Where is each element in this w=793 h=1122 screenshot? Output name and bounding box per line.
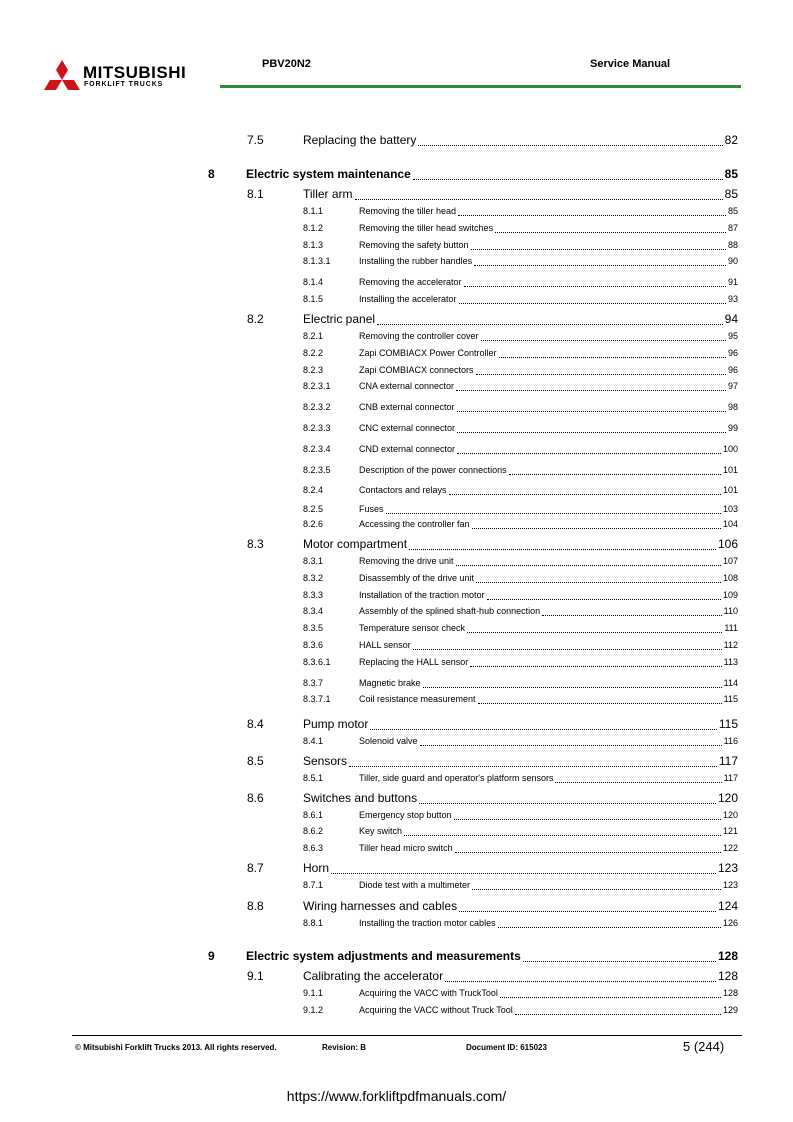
toc-entry-number: 8.6.1 <box>303 810 324 820</box>
toc-leader-dots <box>499 357 726 358</box>
toc-entry-title: Installing the accelerator <box>359 294 457 304</box>
toc-entry-title: Removing the safety button <box>359 240 469 250</box>
toc-entry-title: Electric system maintenance <box>246 167 411 181</box>
toc-entry[interactable] <box>0 736 793 748</box>
toc-entry-page: 111 <box>724 623 738 633</box>
toc-leader-dots <box>423 687 722 688</box>
toc-leader-dots <box>409 549 716 550</box>
toc-entry[interactable] <box>0 810 793 822</box>
toc-entry-page: 106 <box>717 537 738 551</box>
toc-entry-number: 8.3.2 <box>303 573 324 583</box>
toc-entry-number: 8 <box>208 167 215 181</box>
toc-entry-title: Electric system adjustments and measurements <box>246 949 521 963</box>
toc-entry-number: 8.8 <box>247 899 264 913</box>
toc-entry[interactable] <box>0 678 793 690</box>
toc-entry[interactable] <box>0 826 793 838</box>
toc-entry-title: Removing the accelerator <box>359 277 462 287</box>
toc-entry[interactable] <box>0 694 793 706</box>
toc-entry-number: 8.7 <box>247 861 264 875</box>
toc-entry-title: Contactors and relays <box>359 485 447 495</box>
toc-entry-number: 8.8.1 <box>303 918 324 928</box>
toc-leader-dots <box>498 927 721 928</box>
toc-entry-page: 82 <box>724 133 738 147</box>
toc-leader-dots <box>456 390 726 391</box>
toc-entry-page: 120 <box>722 810 738 820</box>
toc-entry-number: 8.4 <box>247 717 264 731</box>
toc-leader-dots <box>555 782 722 783</box>
toc-entry[interactable] <box>0 256 793 268</box>
toc-leader-dots <box>474 265 726 266</box>
toc-entry[interactable] <box>0 657 793 669</box>
toc-entry[interactable] <box>0 791 793 807</box>
toc-entry-page: 91 <box>727 277 738 287</box>
toc-leader-dots <box>495 232 726 233</box>
toc-entry-page: 98 <box>727 402 738 412</box>
toc-entry-title: Solenoid valve <box>359 736 418 746</box>
toc-entry[interactable] <box>0 623 793 635</box>
toc-entry-title: Installing the rubber handles <box>359 256 473 266</box>
toc-entry[interactable] <box>0 444 793 456</box>
toc-leader-dots <box>471 249 726 250</box>
toc-entry-page: 97 <box>727 381 738 391</box>
toc-entry-title: Removing the drive unit <box>359 556 454 566</box>
toc-entry-title: Emergency stop button <box>359 810 452 820</box>
footer-document-id: Document ID: 615023 <box>466 1043 547 1052</box>
toc-entry-page: 85 <box>727 206 738 216</box>
toc-leader-dots <box>472 528 721 529</box>
toc-entry-page: 115 <box>718 717 738 731</box>
toc-entry-page: 107 <box>722 556 738 566</box>
toc-entry-title: Temperature sensor check <box>359 623 466 633</box>
toc-leader-dots <box>377 324 723 325</box>
toc-entry-title: Assembly of the splined shaft-hub connection <box>359 606 541 616</box>
toc-entry-number: 9.1 <box>247 969 264 983</box>
toc-entry[interactable] <box>0 717 793 733</box>
toc-entry[interactable] <box>0 167 793 183</box>
toc-entry-title: Coil resistance measurement <box>359 694 476 704</box>
toc-leader-dots <box>542 615 722 616</box>
toc-entry-number: 8.2 <box>247 312 264 326</box>
toc-leader-dots <box>459 911 716 912</box>
toc-entry-number: 8.3.6 <box>303 640 324 650</box>
toc-entry-number: 8.3.7.1 <box>303 694 331 704</box>
toc-leader-dots <box>478 703 722 704</box>
toc-leader-dots <box>413 179 723 180</box>
toc-entry-number: 8.3.6.1 <box>303 657 331 667</box>
toc-leader-dots <box>331 873 716 874</box>
toc-entry[interactable] <box>0 899 793 915</box>
toc-entry[interactable] <box>0 573 793 585</box>
toc-entry-number: 8.7.1 <box>303 880 324 890</box>
toc-entry[interactable] <box>0 294 793 306</box>
toc-leader-dots <box>464 286 726 287</box>
toc-entry-number: 8.2.5 <box>303 504 324 514</box>
toc-entry-number: 8.4.1 <box>303 736 324 746</box>
footer-divider <box>72 1035 742 1036</box>
toc-entry-page: 122 <box>722 843 738 853</box>
toc-leader-dots <box>457 453 721 454</box>
toc-entry-page: 110 <box>723 606 738 616</box>
footer-page-number: 5 (244) <box>683 1039 725 1054</box>
toc-entry-number: 8.2.2 <box>303 348 324 358</box>
toc-entry-title: HALL sensor <box>359 640 411 650</box>
toc-entry-page: 121 <box>722 826 738 836</box>
toc-leader-dots <box>509 474 721 475</box>
toc-entry-title: CNB external connector <box>359 402 455 412</box>
toc-entry-number: 8.2.3.3 <box>303 423 331 433</box>
toc-leader-dots <box>420 745 722 746</box>
toc-entry-title: Wiring harnesses and cables <box>303 899 458 913</box>
toc-entry-number: 8.5 <box>247 754 264 768</box>
toc-leader-dots <box>355 199 723 200</box>
toc-entry[interactable] <box>0 465 793 477</box>
toc-entry-title: Replacing the HALL sensor <box>359 657 469 667</box>
toc-entry-title: Description of the power connections <box>359 465 507 475</box>
toc-leader-dots <box>455 852 721 853</box>
toc-entry-page: 108 <box>722 573 738 583</box>
toc-entry[interactable] <box>0 133 793 149</box>
toc-entry[interactable] <box>0 223 793 235</box>
toc-entry[interactable] <box>0 918 793 930</box>
document-type: Service Manual <box>590 58 671 70</box>
toc-entry-number: 8.5.1 <box>303 773 324 783</box>
toc-entry-number: 8.2.3.1 <box>303 381 331 391</box>
toc-entry-number: 8.3.4 <box>303 606 324 616</box>
toc-leader-dots <box>458 215 726 216</box>
toc-entry-page: 99 <box>727 423 738 433</box>
toc-entry-title: Replacing the battery <box>303 133 417 147</box>
toc-entry-title: Switches and buttons <box>303 791 418 805</box>
toc-entry-title: Removing the tiller head switches <box>359 223 494 233</box>
toc-entry[interactable] <box>0 988 793 1000</box>
toc-entry-title: Horn <box>303 861 330 875</box>
toc-entry[interactable] <box>0 331 793 343</box>
toc-entry-title: Calibrating the accelerator <box>303 969 444 983</box>
toc-entry-title: Sensors <box>303 754 348 768</box>
toc-entry-title: Magnetic brake <box>359 678 421 688</box>
toc-entry[interactable] <box>0 1005 793 1017</box>
toc-entry[interactable] <box>0 485 793 497</box>
toc-entry-page: 94 <box>724 312 738 326</box>
toc-entry-title: Removing the tiller head <box>359 206 457 216</box>
toc-entry-title: Zapi COMBIACX connectors <box>359 365 474 375</box>
toc-entry-page: 123 <box>717 861 738 875</box>
toc-entry-title: CND external connector <box>359 444 456 454</box>
toc-entry[interactable] <box>0 843 793 855</box>
toc-entry[interactable] <box>0 187 793 203</box>
toc-entry-page: 93 <box>727 294 738 304</box>
toc-entry-number: 8.1.4 <box>303 277 324 287</box>
toc-leader-dots <box>386 513 721 514</box>
toc-entry-title: Key switch <box>359 826 403 836</box>
toc-entry-number: 8.1 <box>247 187 264 201</box>
toc-entry-title: Tiller arm <box>303 187 353 201</box>
toc-entry-page: 109 <box>722 590 738 600</box>
toc-entry-page: 120 <box>717 791 738 805</box>
toc-entry-title: Pump motor <box>303 717 369 731</box>
toc-entry-number: 8.2.1 <box>303 331 324 341</box>
toc-entry-number: 8.2.6 <box>303 519 324 529</box>
toc-entry-number: 8.2.4 <box>303 485 324 495</box>
toc-leader-dots <box>418 145 723 146</box>
toc-entry-number: 8.3 <box>247 537 264 551</box>
toc-entry[interactable] <box>0 949 793 965</box>
toc-entry-page: 101 <box>722 485 738 495</box>
toc-entry[interactable] <box>0 640 793 652</box>
toc-leader-dots <box>457 432 726 433</box>
toc-entry[interactable] <box>0 754 793 770</box>
toc-leader-dots <box>476 374 726 375</box>
toc-entry-title: Tiller head micro switch <box>359 843 453 853</box>
toc-entry-title: Electric panel <box>303 312 376 326</box>
toc-entry-page: 124 <box>717 899 738 913</box>
toc-entry-number: 8.1.5 <box>303 294 324 304</box>
toc-leader-dots <box>487 599 721 600</box>
toc-entry[interactable] <box>0 381 793 393</box>
toc-entry-number: 8.6.3 <box>303 843 324 853</box>
toc-leader-dots <box>523 961 716 962</box>
toc-entry-page: 115 <box>723 694 738 704</box>
toc-entry-title: Installing the traction motor cables <box>359 918 496 928</box>
toc-entry-number: 8.2.3.4 <box>303 444 331 454</box>
toc-leader-dots <box>472 889 721 890</box>
toc-entry-number: 9.1.1 <box>303 988 324 998</box>
toc-entry[interactable] <box>0 773 793 785</box>
toc-entry-title: Acquiring the VACC with TruckTool <box>359 988 498 998</box>
toc-entry-page: 112 <box>723 640 738 650</box>
toc-leader-dots <box>467 632 722 633</box>
toc-entry-number: 8.3.7 <box>303 678 324 688</box>
toc-entry[interactable] <box>0 861 793 877</box>
toc-entry-title: Zapi COMBIACX Power Controller <box>359 348 497 358</box>
brand-subtitle: FORKLIFT TRUCKS <box>84 81 164 88</box>
toc-entry-page: 129 <box>722 1005 738 1015</box>
toc-entry-page: 123 <box>722 880 738 890</box>
toc-entry-number: 8.6.2 <box>303 826 324 836</box>
toc-entry-page: 90 <box>727 256 738 266</box>
toc-entry-title: Motor compartment <box>303 537 408 551</box>
toc-leader-dots <box>481 340 726 341</box>
toc-entry[interactable] <box>0 519 793 531</box>
toc-entry-number: 9 <box>208 949 215 963</box>
toc-leader-dots <box>404 835 721 836</box>
toc-entry-title: Diode test with a multimeter <box>359 880 471 890</box>
footer-copyright: © Mitsubishi Forklift Trucks 2013. All rights reserved. <box>75 1043 277 1052</box>
toc-entry[interactable] <box>0 606 793 618</box>
toc-entry-number: 8.1.3 <box>303 240 324 250</box>
toc-entry-page: 117 <box>723 773 738 783</box>
toc-leader-dots <box>449 494 721 495</box>
toc-entry[interactable] <box>0 556 793 568</box>
toc-entry-title: Removing the controller cover <box>359 331 479 341</box>
toc-entry-number: 8.3.1 <box>303 556 324 566</box>
toc-entry-page: 104 <box>722 519 738 529</box>
toc-leader-dots <box>370 729 717 730</box>
toc-entry-number: 8.2.3.2 <box>303 402 331 412</box>
toc-leader-dots <box>500 997 721 998</box>
toc-entry[interactable] <box>0 312 793 328</box>
toc-entry-title: Fuses <box>359 504 384 514</box>
toc-entry-title: Installation of the traction motor <box>359 590 485 600</box>
toc-entry-number: 8.1.2 <box>303 223 324 233</box>
toc-entry-page: 101 <box>722 465 738 475</box>
toc-entry-page: 103 <box>722 504 738 514</box>
toc-entry-number: 8.1.3.1 <box>303 256 331 266</box>
toc-leader-dots <box>349 766 717 767</box>
toc-entry-page: 113 <box>723 657 738 667</box>
toc-entry-number: 8.3.5 <box>303 623 324 633</box>
toc-entry-page: 95 <box>727 331 738 341</box>
footer-revision: Revision: B <box>322 1043 367 1052</box>
toc-entry[interactable] <box>0 402 793 414</box>
toc-entry-number: 8.6 <box>247 791 264 805</box>
toc-entry-page: 96 <box>727 365 738 375</box>
toc-entry-number: 7.5 <box>247 133 264 147</box>
toc-leader-dots <box>515 1014 721 1015</box>
toc-leader-dots <box>413 649 722 650</box>
toc-leader-dots <box>456 565 721 566</box>
toc-entry[interactable] <box>0 240 793 252</box>
brand-name: MITSUBISHI <box>83 63 187 82</box>
toc-entry-title: Accessing the controller fan <box>359 519 470 529</box>
toc-entry[interactable] <box>0 590 793 602</box>
toc-entry[interactable] <box>0 365 793 377</box>
toc-entry-page: 128 <box>717 949 738 963</box>
toc-entry-page: 87 <box>727 223 738 233</box>
toc-entry-number: 8.1.1 <box>303 206 324 216</box>
toc-entry[interactable] <box>0 277 793 289</box>
toc-entry[interactable] <box>0 348 793 360</box>
source-url-link[interactable]: https://www.forkliftpdfmanuals.com/ <box>286 1088 507 1104</box>
toc-entry-title: Tiller, side guard and operator's platform sensors <box>359 773 554 783</box>
toc-entry[interactable] <box>0 423 793 435</box>
toc-leader-dots <box>457 411 726 412</box>
toc-leader-dots <box>419 803 716 804</box>
toc-entry-page: 88 <box>727 240 738 250</box>
toc-entry-number: 9.1.2 <box>303 1005 324 1015</box>
toc-entry[interactable] <box>0 537 793 553</box>
toc-entry-number: 8.2.3.5 <box>303 465 331 475</box>
toc-leader-dots <box>470 666 722 667</box>
toc-entry-page: 126 <box>722 918 738 928</box>
toc-leader-dots <box>445 981 716 982</box>
toc-entry-title: Acquiring the VACC without Truck Tool <box>359 1005 513 1015</box>
toc-leader-dots <box>459 303 726 304</box>
toc-entry-page: 128 <box>722 988 738 998</box>
toc-entry[interactable] <box>0 969 793 985</box>
toc-entry-page: 117 <box>718 754 738 768</box>
toc-leader-dots <box>476 582 721 583</box>
toc-entry-page: 114 <box>723 678 738 688</box>
toc-entry[interactable] <box>0 504 793 516</box>
toc-entry-page: 96 <box>727 348 738 358</box>
toc-entry-page: 116 <box>723 736 738 746</box>
toc-entry-title: CNC external connector <box>359 423 456 433</box>
toc-entry-page: 85 <box>724 187 738 201</box>
toc-entry-title: Disassembly of the drive unit <box>359 573 475 583</box>
toc-entry-number: 8.3.3 <box>303 590 324 600</box>
toc-entry-number: 8.2.3 <box>303 365 324 375</box>
model-number: PBV20N2 <box>262 58 311 70</box>
toc-entry-page: 128 <box>717 969 738 983</box>
toc-entry-page: 85 <box>724 167 738 181</box>
toc-entry[interactable] <box>0 206 793 218</box>
toc-leader-dots <box>454 819 721 820</box>
toc-entry-title: CNA external connector <box>359 381 455 391</box>
toc-entry[interactable] <box>0 880 793 892</box>
toc-entry-page: 100 <box>722 444 738 454</box>
